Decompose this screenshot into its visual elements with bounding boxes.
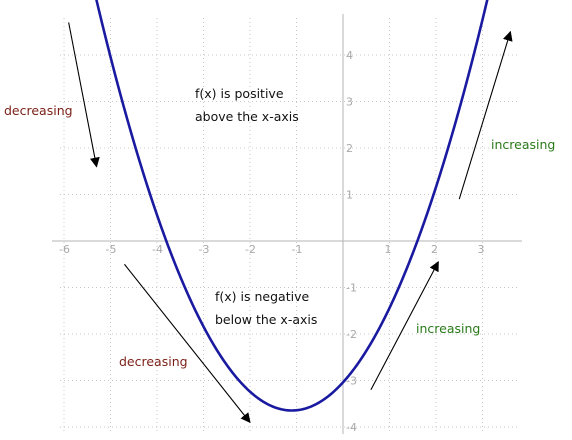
increasing-label-right: increasing [491, 137, 556, 152]
negative-label-line-2: below the x-axis [215, 312, 318, 327]
axes [52, 14, 522, 434]
x-tick-label: 2 [431, 243, 438, 256]
positive-label-line-2: above the x-axis [195, 109, 299, 124]
curve-layer [73, 0, 494, 410]
x-tick-label: -5 [105, 243, 117, 256]
y-tick-label: -3 [346, 374, 357, 388]
positive-label-line-1: f(x) is positive [195, 86, 284, 101]
direction-arrow [124, 264, 250, 422]
y-tick-label: 4 [346, 49, 353, 62]
increasing-label-bottom: increasing [416, 321, 481, 336]
x-tick-label: 3 [477, 243, 485, 256]
x-tick-label: -2 [245, 243, 256, 256]
x-tick-label: -1 [291, 243, 303, 256]
y-tick-label: 3 [346, 95, 353, 109]
direction-arrow [69, 22, 97, 166]
y-tick-label: -2 [346, 328, 357, 341]
y-tick-label: -1 [346, 281, 357, 295]
negative-label-line-1: f(x) is negative [215, 289, 310, 304]
grid [60, 18, 520, 432]
decreasing-label-left: decreasing [4, 103, 73, 118]
direction-arrow [459, 32, 510, 199]
x-tick-label: 1 [384, 243, 392, 256]
parabola-curve [73, 0, 494, 410]
decreasing-label-bottom: decreasing [119, 354, 188, 369]
y-tick-label: 2 [346, 142, 353, 155]
y-tick-label: 1 [346, 188, 353, 202]
y-tick-label: -4 [346, 421, 357, 434]
x-tick-label: -4 [152, 243, 163, 256]
x-tick-label: -3 [198, 243, 210, 256]
x-tick-label: -6 [59, 243, 70, 256]
